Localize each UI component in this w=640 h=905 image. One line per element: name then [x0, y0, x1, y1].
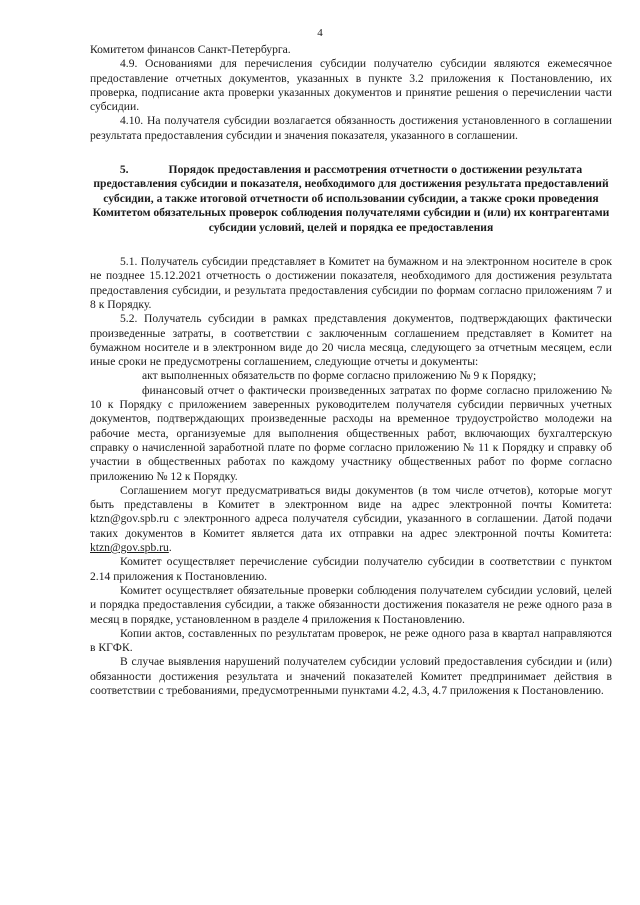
paragraph-continuation: Комитетом финансов Санкт-Петербурга.	[90, 43, 291, 56]
section-title: Порядок предоставления и рассмотрения отчетности о достижении результата предоставления субсидии и показателя, необходимого для достижения результата предоставлений субсидии, а также итоговой отчетности об использовании субсидии, а также сроки проведения Комитетом обязательных проверок соблюдения получателями субсидии и (или) их контрагентами субсидии условий, целей и порядка ее предоставления	[92, 163, 610, 234]
paragraph-4-10: 4.10. На получателя субсидии возлагается обязанность достижения установленного в соглашении результата предоставления субсидии и значения показателя, указанного в соглашении.	[90, 114, 612, 142]
paragraph-transfer: Комитет осуществляет перечисление субсидии получателю субсидии в соответствии с пунктом 2.14 приложения к Постановлению.	[90, 555, 612, 583]
email-link[interactable]: ktzn@gov.spb.ru	[90, 541, 169, 555]
email-text-after: .	[168, 541, 172, 555]
page-number: 4	[317, 27, 323, 39]
paragraph-4-9: 4.9. Основаниями для перечисления субсидии получателю субсидии являются ежемесячное предоставление отчетных документов, указанных в пункте 3.2 приложения к Постановлению, их проверка, подписание акта проверки указанных документов и принятие решения о перечислении части субсидии.	[90, 57, 612, 114]
paragraph-email	[90, 484, 612, 555]
paragraph-5-2: 5.2. Получатель субсидии в рамках представления документов, подтверждающих фактически произведенные затраты, в соответствии с заключенным соглашением представляет в Комитет на бумажном носителе и в электронном виде до 20 числа месяца, следующего за отчетным месяцем, если иные сроки не предусмотрены соглашением, следующие отчеты и документы:	[90, 312, 612, 369]
section-number: 5.	[119, 163, 129, 177]
email-text-before: Соглашением могут предусматриваться виды документов (в том числе отчетов), которые могут быть представлены в Комитет в электронном виде на адрес электронной почты Комитета: ktzn@gov.spb.ru с электронного адреса получателя субсидии, указанного в соглашении. Датой подачи таких документов в Комитет является дата их отправки на адрес электронной почты Комитета:	[90, 483, 612, 540]
paragraph-violations: В случае выявления нарушений получателем субсидии условий предоставления субсидии и (или) обязанности достижения результата и значений показателей Комитет предпринимает действия в соответствии с требованиями, предусмотренными пунктами 4.2, 4.3, 4.7 приложения к Постановлению.	[90, 655, 612, 698]
paragraph-checks: Комитет осуществляет обязательные проверки соблюдения получателем субсидии условий, целей и порядка предоставления субсидии, а также обязанности достижения показателя не реже одного раза в месяц в порядке, установленном в разделе 4 приложения к Постановлению.	[90, 583, 612, 626]
paragraph-copies: Копии актов, составленных по результатам проверок, не реже одного раза в квартал направляются в КГФК.	[90, 626, 612, 655]
section-5-heading	[90, 163, 612, 235]
page-content	[90, 43, 612, 698]
paragraph-act: акт выполненных обязательств по форме согласно приложению № 9 к Порядку;	[142, 369, 537, 383]
paragraph-financial-report: финансовый отчет о фактически произведенных затратах по форме согласно приложению № 10 к Порядку с приложением заверенных руководителем получателя субсидии первичных учетных документов, подтверждающих произведенные расходы на временное трудоустройство молодежи на рабочие места, организуемые для выполнения общественных работ, включающих бухгалтерскую справку о начисленной заработной плате по форме согласно приложению № 11 к Порядку и справку об участии в общественных работах по каждому участнику общественных работ по форме согласно приложению № 12 к Порядку.	[90, 383, 612, 483]
paragraph-5-1: 5.1. Получатель субсидии представляет в Комитет на бумажном и на электронном носителе в срок не позднее 15.12.2021 отчетность о достижении показателя, необходимого для достижения результата предоставления субсидии, и результата предоставления субсидии по формам согласно приложениям 7 и 8 к Порядку.	[90, 255, 612, 311]
